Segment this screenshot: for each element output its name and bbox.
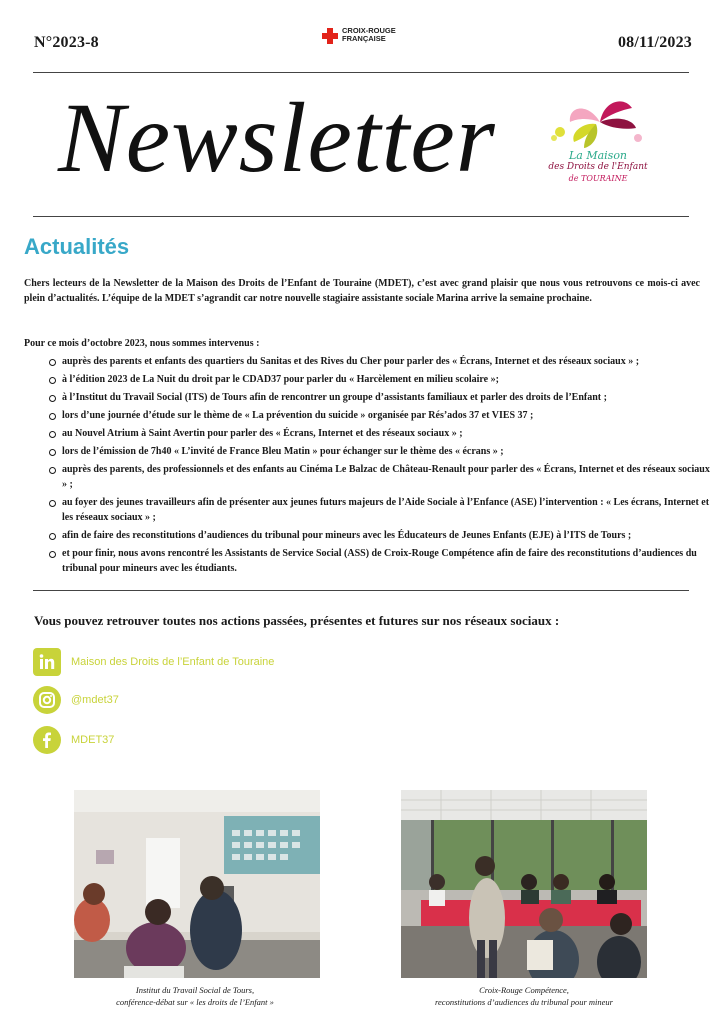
issue-number: N°2023-8 bbox=[34, 34, 99, 51]
list-item: lors de l’émission de 7h40 « L’invité de France Bleu Matin » pour échanger sur le thème des « écrans » ; bbox=[62, 444, 716, 459]
social-divider bbox=[33, 590, 689, 591]
top-divider bbox=[33, 72, 689, 73]
caption-line2: conférence-débat sur « les droits de l’Enfant » bbox=[116, 997, 274, 1007]
linkedin-link[interactable] bbox=[33, 648, 274, 676]
list-item: lors d’une journée d’étude sur le thème de « La prévention du suicide » organisée par Rés’ados 37 et VIES 37 ; bbox=[62, 408, 716, 423]
photo-its-tours bbox=[74, 790, 320, 978]
instagram-label: @mdet37 bbox=[71, 694, 119, 706]
caption-line2: reconstitutions d’audiences du tribunal pour mineur bbox=[435, 997, 613, 1007]
photo-croix-rouge-competence bbox=[401, 790, 647, 978]
red-cross-icon bbox=[322, 28, 338, 44]
instagram-link[interactable] bbox=[33, 686, 119, 714]
facebook-label: MDET37 bbox=[71, 734, 115, 746]
croix-rouge-logo bbox=[322, 27, 396, 44]
linkedin-icon bbox=[33, 648, 61, 676]
list-item: au Nouvel Atrium à Saint Avertin pour parler des « Écrans, Internet et des réseaux sociaux » ; bbox=[62, 426, 716, 441]
instagram-icon bbox=[33, 686, 61, 714]
crf-logo-line1: CROIX-ROUGE bbox=[342, 26, 396, 35]
facebook-link[interactable] bbox=[33, 726, 114, 754]
list-lead: Pour ce mois d’octobre 2023, nous sommes intervenus : bbox=[24, 338, 260, 349]
newsletter-title: Newsletter bbox=[58, 82, 496, 193]
mdet-flower-icon bbox=[548, 92, 648, 152]
list-item: auprès des parents et enfants des quartiers du Sanitas et des Rives du Cher pour parler des « Écrans, Internet et des réseaux sociaux » ; bbox=[62, 354, 716, 369]
mdet-logo-line3: de TOURAINE bbox=[568, 174, 628, 183]
list-item: à l’Institut du Travail Social (ITS) de Tours afin de rencontrer un groupe d’assistants familiaux et parler des droits de l’Enfant ; bbox=[62, 390, 716, 405]
list-item: et pour finir, nous avons rencontré les Assistants de Service Social (ASS) de Croix-Rouge Compétence afin de faire des reconstitutions d’audiences du tribunal pour mineurs avec les étudiants. bbox=[62, 546, 716, 576]
interventions-list bbox=[48, 354, 716, 579]
facebook-icon bbox=[33, 726, 61, 754]
caption-line1: Croix-Rouge Compétence, bbox=[479, 985, 569, 995]
crf-logo-line2: FRANÇAISE bbox=[342, 34, 386, 43]
section-title: Actualités bbox=[24, 234, 130, 259]
photo-caption-crc bbox=[389, 984, 659, 1008]
photo-caption-its bbox=[60, 984, 330, 1008]
issue-date: 08/11/2023 bbox=[617, 34, 692, 51]
caption-line1: Institut du Travail Social de Tours, bbox=[135, 985, 255, 995]
list-item: à l’édition 2023 de La Nuit du droit par le CDAD37 pour parler du « Harcèlement en milieu scolaire »; bbox=[62, 372, 716, 387]
intro-paragraph: Chers lecteurs de la Newsletter de la Maison des Droits de l’Enfant de Touraine (MDET), c’est avec grand plaisir que nous vous retrouvons ce mois-ci avec plein d’actualités. L’équipe de la MDET s’agrandit car notre nouvelle stagiaire assistante sociale Marina arrive la semaine prochaine. bbox=[24, 278, 700, 304]
mdet-logo bbox=[548, 92, 648, 188]
list-item: afin de faire des reconstitutions d’audiences du tribunal pour mineurs avec les Éducateurs de Jeunes Enfants (EJE) à l’ITS de Tours ; bbox=[62, 528, 716, 543]
list-item: auprès des parents, des professionnels et des enfants au Cinéma Le Balzac de Château-Renault pour parler des « Écrans, Internet et des réseaux sociaux » ; bbox=[62, 462, 716, 492]
mdet-logo-line1: La Maison bbox=[568, 149, 628, 162]
mdet-logo-line2: des Droits de l'Enfant bbox=[548, 162, 648, 172]
list-item: au foyer des jeunes travailleurs afin de présenter aux jeunes futurs majeurs de l’Aide Sociale à l’Enfance (ASE) l’intervention : « Les écrans, Internet et les réseaux sociaux » ; bbox=[62, 495, 716, 525]
linkedin-label: Maison des Droits de l’Enfant de Touraine bbox=[71, 656, 275, 668]
masthead-divider bbox=[33, 216, 689, 217]
social-heading: Vous pouvez retrouver toutes nos actions passées, présentes et futures sur nos réseaux sociaux : bbox=[34, 613, 560, 628]
